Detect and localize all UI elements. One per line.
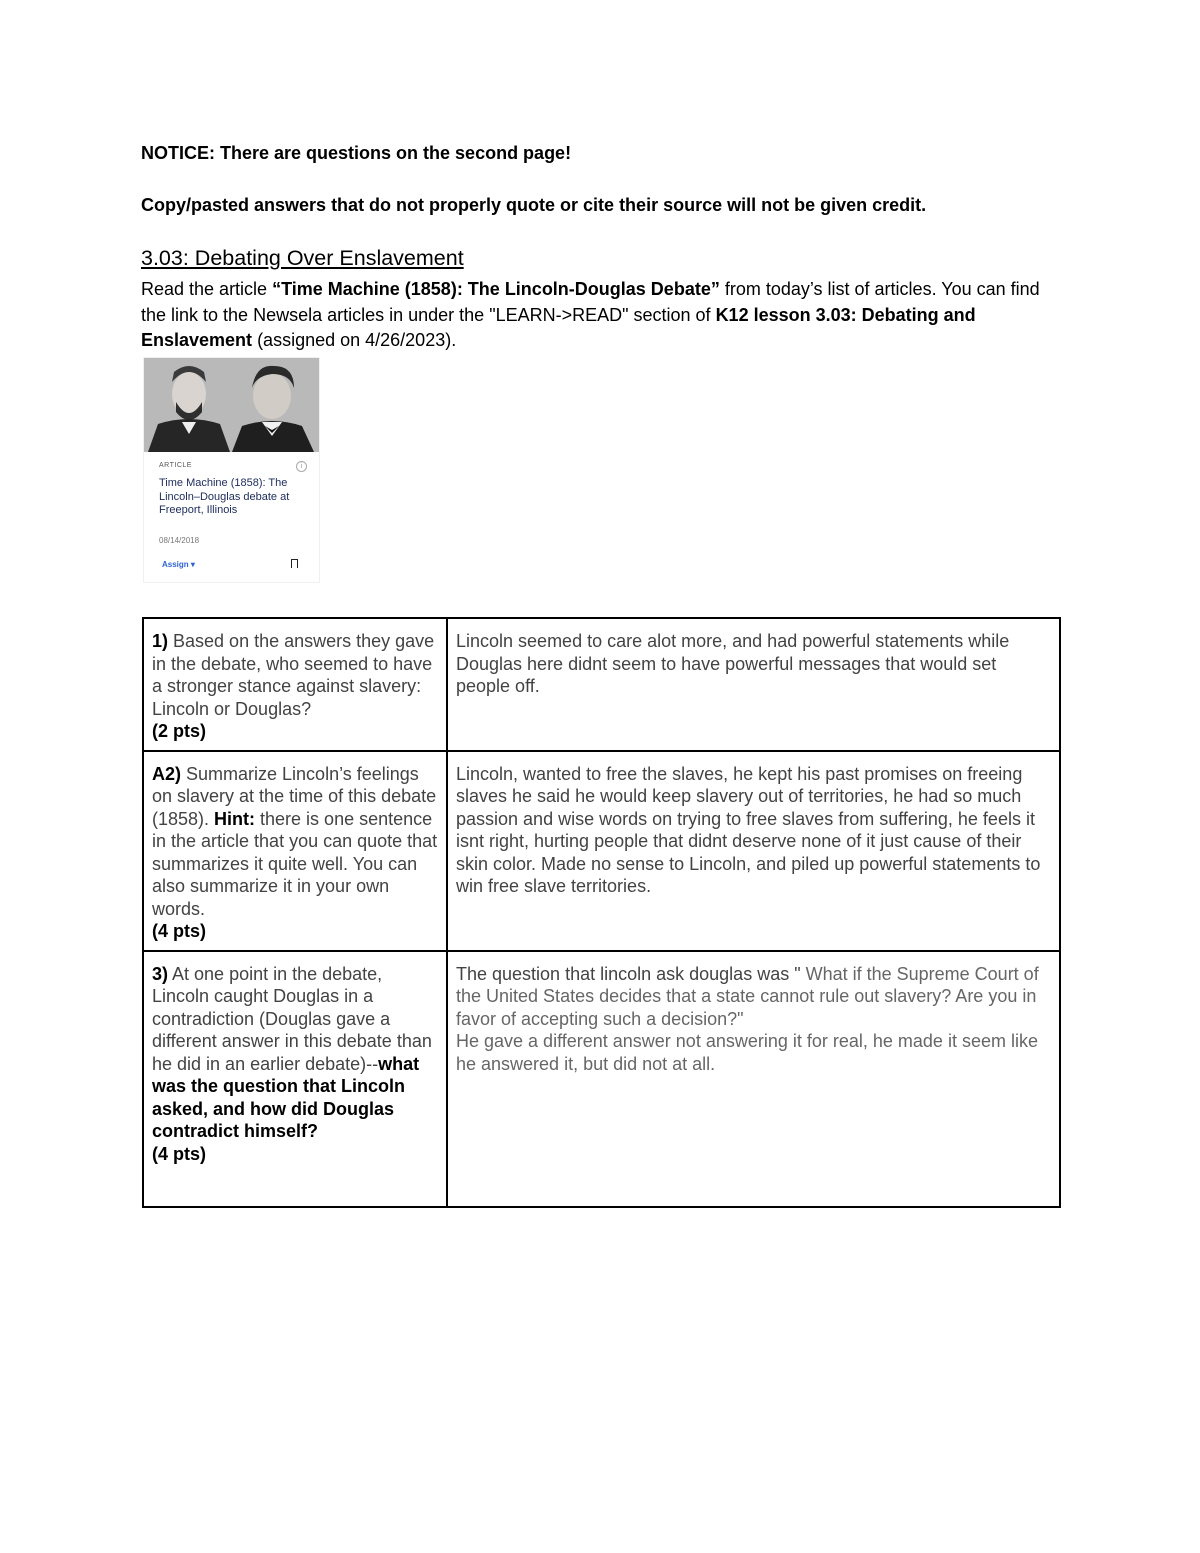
- article-kind-label: ARTICLE: [159, 462, 192, 469]
- question-cell: [143, 751, 447, 951]
- question-number: 1): [152, 631, 169, 651]
- article-title: “Time Machine (1858): The Lincoln-Douglas Debate”: [272, 279, 720, 299]
- article-headline[interactable]: Time Machine (1858): The Lincoln–Douglas debate at Freeport, Illinois: [159, 477, 290, 516]
- intro-part3: (assigned on 4/26/2023).: [252, 330, 457, 350]
- question-text: Based on the answers they gave in the debate, who seemed to have a stronger stance against slavery: Lincoln or Douglas?: [152, 631, 435, 719]
- info-icon[interactable]: i: [296, 461, 307, 472]
- intro-paragraph: [141, 277, 1061, 354]
- copy-warning-text: Copy/pasted answers that do not properly quote or cite their source will not be given credit.: [141, 195, 927, 215]
- question-number: A2): [152, 763, 182, 784]
- lesson-reference: K12 lesson 3.03: Debating and Enslavement: [141, 304, 976, 350]
- hint-text: there is one sentence in the article that you can quote that summarizes it quite well. You can also summarize it in your own words.: [152, 808, 438, 919]
- question-text: At one point in the debate, Lincoln caught Douglas in a contradiction (Douglas gave a different answer in this debate than he did in an earlier debate)--: [152, 963, 432, 1074]
- answer-cell[interactable]: [447, 618, 1060, 751]
- notice-text: NOTICE: There are questions on the second page!: [141, 143, 572, 163]
- answer-cell[interactable]: [447, 751, 1060, 951]
- answer-cell[interactable]: [447, 951, 1060, 1207]
- bookmark-icon[interactable]: [291, 559, 298, 568]
- question-text: Summarize Lincoln’s feelings on slavery at the time of this debate (1858).: [152, 763, 437, 829]
- answer-text: Lincoln seemed to care alot more, and had powerful statements while Douglas here didnt seem to have powerful messages that would set people off.: [456, 631, 1010, 696]
- questions-table: [142, 617, 1061, 1208]
- question-points: (2 pts): [152, 721, 206, 741]
- question-points: (4 pts): [152, 921, 206, 941]
- answer-text: He gave a different answer not answering it for real, he made it seem like he answered it, but did not at all.: [456, 1031, 1038, 1074]
- assign-button[interactable]: Assign ▾: [162, 560, 195, 569]
- table-row: [143, 618, 1060, 751]
- question-bold-text: what was the question that Lincoln asked, and how did Douglas contradict himself?: [152, 1053, 420, 1141]
- article-card[interactable]: [143, 357, 320, 583]
- answer-intro: The question that lincoln ask douglas was ": [456, 963, 806, 984]
- intro-part2: from today’s list of articles. You can find the link to the Newsela articles in under the "LEARN->READ" section of: [141, 279, 1040, 325]
- question-cell: [143, 951, 447, 1207]
- article-date: 08/14/2018: [159, 536, 200, 545]
- answer-quote: What if the Supreme Court of the United States decides that a state cannot rule out slavery? Are you in favor of accepting such a decision?": [456, 963, 1039, 1029]
- lesson-title: 3.03: Debating Over Enslavement: [141, 246, 464, 270]
- question-points: (4 pts): [152, 1143, 206, 1164]
- intro-part1: Read the article: [141, 279, 273, 299]
- question-number: 3): [152, 963, 169, 984]
- article-photo: [144, 358, 319, 452]
- table-row: [143, 951, 1060, 1207]
- question-cell: [143, 618, 447, 751]
- answer-text: Lincoln, wanted to free the slaves, he kept his past promises on freeing slaves he said he would keep slavery out of territories, he had so much passion and wise words on trying to free slaves from suffering, he feels it isnt right, hurting people that didnt deserve none of it just cause of their skin color. Made no sense to Lincoln, and piled up powerful statements to win free slave territories.: [456, 763, 1041, 896]
- hint-label: Hint:: [214, 808, 256, 829]
- table-row: [143, 751, 1060, 951]
